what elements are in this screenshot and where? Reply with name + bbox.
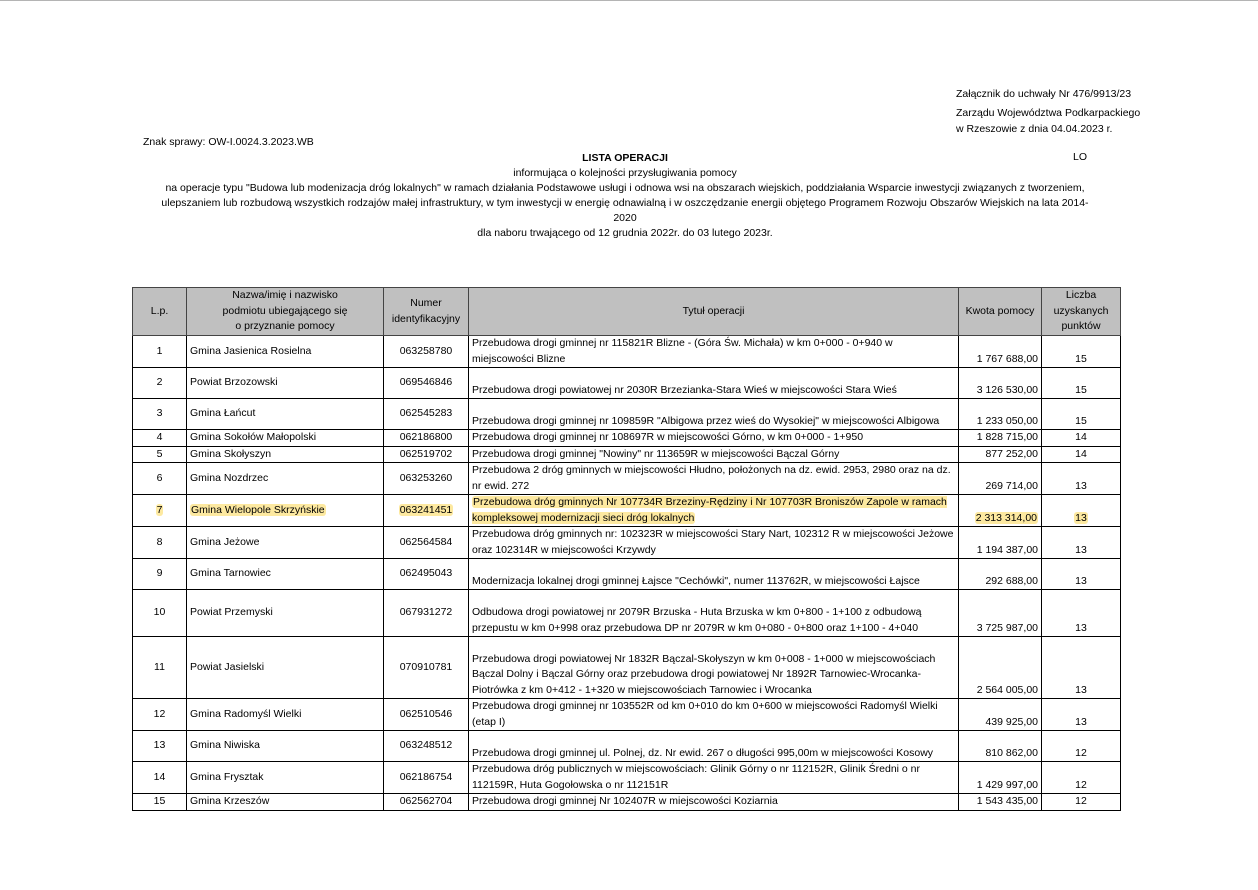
- title-line-2: na operacje typu "Budowa lub modenizacja dróg lokalnych" w ramach działania Podstawowe usługi i odnowa wsi na obszarach wiejskich, poddziałania Wsparcie inwestycji związanych z tworzeniem,: [165, 182, 1085, 194]
- table-cell-points-text: 12: [1075, 746, 1087, 759]
- table-cell-lp-text: 1: [156, 344, 163, 357]
- table-cell-name-text: Gmina Nozdrzec: [190, 471, 269, 484]
- table-cell-points-text: 15: [1075, 383, 1087, 396]
- table-cell-title: [469, 637, 959, 699]
- table-cell-amount-text: 3 725 987,00: [976, 621, 1038, 634]
- table-cell-title-text: Przebudowa dróg publicznych w miejscowościach: Glinik Górny o nr 112152R, Glinik Średni o nr 112159R, Huta Gogołowska o nr 112151R: [472, 763, 921, 791]
- table-cell-points-text: 13: [1075, 479, 1087, 492]
- table-cell-title: [469, 336, 959, 368]
- table-row: [133, 399, 1121, 430]
- table-cell-name-text: Gmina Wielopole Skrzyńskie: [191, 503, 325, 516]
- table-cell-amount-text: 292 688,00: [985, 574, 1038, 587]
- table-cell-lp: [133, 794, 187, 811]
- table-cell-id: [384, 527, 469, 559]
- table-cell-id-text: 063253260: [399, 471, 453, 484]
- table-cell-id-text: 062495043: [399, 567, 453, 580]
- table-cell-lp: [133, 590, 187, 637]
- table-cell-points-text: 13: [1075, 683, 1087, 696]
- table-row: [133, 336, 1121, 368]
- table-cell-id: [384, 368, 469, 399]
- table-cell-name: [187, 463, 384, 495]
- document-title-block: [130, 151, 1120, 241]
- table-cell-id-text: 062562704: [399, 795, 453, 807]
- table-cell-title: [469, 446, 959, 463]
- table-cell-name: [187, 559, 384, 590]
- table-row: [133, 699, 1121, 731]
- table-cell-lp-text: 7: [156, 503, 163, 516]
- table-cell-title: [469, 794, 959, 811]
- table-cell-amount: [959, 336, 1042, 368]
- table-cell-id: [384, 446, 469, 463]
- table-cell-lp-text: 4: [156, 431, 163, 443]
- table-cell-points: [1042, 495, 1121, 527]
- table-cell-points: [1042, 559, 1121, 590]
- table-row: [133, 527, 1121, 559]
- table-cell-id: [384, 463, 469, 495]
- table-cell-points-text: 15: [1075, 414, 1087, 427]
- table-cell-name-text: Gmina Radomyśl Wielki: [190, 707, 302, 720]
- table-cell-title-text: Przebudowa drogi gminnej nr 108697R w miejscowości Górno, w km 0+000 - 1+950: [472, 431, 864, 443]
- table-cell-amount: [959, 399, 1042, 430]
- table-cell-points-text: 14: [1075, 447, 1087, 460]
- table-cell-name: [187, 637, 384, 699]
- table-cell-lp-text: 11: [154, 660, 165, 673]
- table-cell-title-text: Przebudowa drogi gminnej "Nowiny" nr 113659R w miejscowości Bączal Górny: [472, 447, 840, 460]
- annex-note: [956, 85, 1140, 135]
- table-cell-name: [187, 336, 384, 368]
- table-cell-amount-text: 3 126 530,00: [976, 383, 1038, 396]
- table-cell-title: [469, 699, 959, 731]
- col-header-title-label: Tytuł operacji: [682, 304, 745, 317]
- table-row: [133, 731, 1121, 762]
- table-cell-title-text: Przebudowa dróg gminnych Nr 107734R Brzeziny-Rędziny i Nr 107703R Broniszów Zapole w ramach kompleksowej modernizacji sieci dróg lokalnych: [472, 496, 947, 524]
- table-cell-title: [469, 527, 959, 559]
- table-cell-lp-text: 14: [153, 770, 166, 783]
- table-cell-id-text: 062564584: [399, 535, 453, 548]
- table-cell-points: [1042, 463, 1121, 495]
- table-cell-id: [384, 699, 469, 731]
- col-header-name-l2: podmiotu ubiegającego się: [222, 304, 348, 317]
- table-cell-title-text: Przebudowa dróg gminnych nr: 102323R w miejscowości Stary Nart, 102312 R w miejscowości Jeżowe oraz 102314R w miejscowości Krzywdy: [472, 528, 954, 556]
- table-cell-amount: [959, 590, 1042, 637]
- table-cell-id: [384, 399, 469, 430]
- table-cell-points-text: 12: [1075, 778, 1087, 791]
- table-cell-lp-text: 8: [156, 535, 163, 548]
- table-cell-amount: [959, 527, 1042, 559]
- table-cell-name: [187, 590, 384, 637]
- table-cell-amount: [959, 762, 1042, 794]
- table-cell-id: [384, 336, 469, 368]
- table-cell-amount-text: 2 564 005,00: [976, 683, 1038, 696]
- col-header-name: [187, 288, 384, 336]
- table-cell-id: [384, 637, 469, 699]
- col-header-amount-label: Kwota pomocy: [965, 304, 1035, 317]
- table-row: [133, 495, 1121, 527]
- table-cell-amount-text: 1 767 688,00: [976, 352, 1038, 365]
- table-cell-points-text: 12: [1075, 795, 1087, 807]
- table-cell-lp: [133, 762, 187, 794]
- title-line-4: 2020: [613, 212, 637, 224]
- table-cell-points-text: 13: [1075, 574, 1087, 587]
- title-line-3: ulepszaniem lub rozbudową wszystkich rodzajów małej infrastruktury, w tym inwestycji w energię odnawialną i w oszczędzanie energii objętego Programem Rozwoju Obszarów Wiejskich na lata 2014-: [161, 197, 1089, 209]
- table-cell-title: [469, 731, 959, 762]
- table-cell-lp-text: 12: [153, 707, 166, 720]
- table-cell-lp: [133, 731, 187, 762]
- case-number: Znak sprawy: OW-I.0024.3.2023.WB: [143, 136, 314, 148]
- table-cell-lp: [133, 527, 187, 559]
- table-cell-points-text: 13: [1075, 715, 1087, 728]
- table-cell-amount: [959, 699, 1042, 731]
- table-cell-amount: [959, 430, 1042, 447]
- table-row: [133, 430, 1121, 447]
- table-cell-id-text: 067931272: [399, 606, 453, 619]
- table-cell-name: [187, 399, 384, 430]
- table-cell-title: [469, 590, 959, 637]
- table-cell-amount-text: 1 828 715,00: [976, 431, 1038, 443]
- table-cell-lp: [133, 495, 187, 527]
- annex-line-2: Zarządu Województwa Podkarpackiego: [956, 107, 1141, 119]
- table-row: [133, 559, 1121, 590]
- table-cell-id-text: 063258780: [399, 344, 453, 357]
- table-cell-lp: [133, 463, 187, 495]
- col-header-points-l1: Liczba: [1065, 289, 1097, 302]
- table-cell-title-text: Przebudowa 2 dróg gminnych w miejscowości Hłudno, położonych na dz. ewid. 2953, 2980 oraz na dz. nr ewid. 272: [472, 464, 951, 492]
- table-cell-id-text: 069546846: [399, 376, 453, 389]
- table-cell-title: [469, 368, 959, 399]
- col-header-amount: [959, 288, 1042, 336]
- table-cell-points: [1042, 368, 1121, 399]
- table-cell-amount: [959, 463, 1042, 495]
- table-row: [133, 637, 1121, 699]
- table-cell-amount-text: 810 862,00: [985, 746, 1038, 759]
- table-cell-amount-text: 1 194 387,00: [976, 543, 1038, 556]
- table-cell-name-text: Gmina Niwiska: [190, 739, 261, 752]
- col-header-name-l3: o przyznanie pomocy: [235, 320, 335, 333]
- table-cell-name-text: Gmina Frysztak: [190, 770, 264, 783]
- table-cell-lp-text: 2: [156, 376, 163, 389]
- table-cell-name-text: Powiat Przemyski: [190, 606, 273, 619]
- table-cell-name-text: Gmina Krzeszów: [190, 795, 270, 807]
- table-cell-points-text: 15: [1075, 352, 1087, 365]
- table-row: [133, 446, 1121, 463]
- table-cell-amount-text: 1 429 997,00: [976, 778, 1038, 791]
- table-cell-amount: [959, 559, 1042, 590]
- table-cell-amount: [959, 794, 1042, 811]
- col-header-lp-label: L.p.: [150, 304, 169, 317]
- table-cell-title-text: Przebudowa drogi gminnej ul. Polnej, dz. Nr ewid. 267 o długości 995,00m w miejscowości Kosowy: [472, 746, 934, 759]
- table-cell-title-text: Odbudowa drogi powiatowej nr 2079R Brzuska - Huta Brzuska w km 0+800 - 1+100 z odbudową przepustu w km 0+998 oraz przebudowa DP nr 2079R w km 0+080 - 0+800 oraz 1+100 - 4+040: [472, 606, 922, 634]
- table-cell-id: [384, 762, 469, 794]
- table-cell-name-text: Gmina Łańcut: [190, 407, 256, 420]
- table-cell-lp: [133, 699, 187, 731]
- table-cell-lp-text: 15: [153, 795, 166, 807]
- table-cell-points-text: 13: [1075, 543, 1087, 556]
- col-header-name-l1: Nazwa/imię i nazwisko: [232, 289, 338, 302]
- document-title: LISTA OPERACJI: [582, 152, 668, 164]
- col-header-points-l3: punktów: [1061, 320, 1101, 333]
- table-row: [133, 590, 1121, 637]
- table-cell-points-text: 14: [1075, 431, 1087, 443]
- table-cell-points: [1042, 336, 1121, 368]
- col-header-lp: [133, 288, 187, 336]
- table-cell-points: [1042, 637, 1121, 699]
- table-cell-points-text: 13: [1075, 511, 1087, 524]
- table-cell-lp-text: 13: [153, 739, 166, 752]
- table-cell-id-text: 062510546: [399, 707, 453, 720]
- table-cell-name: [187, 368, 384, 399]
- table-cell-title-text: Przebudowa drogi powiatowej Nr 1832R Bączal-Skołyszyn w km 0+008 - 1+000 w miejscowościach Bączal Dolny i Bączal Górny oraz przebudowa drogi powiatowej Nr 1892R Tarnowiec-Wrocanka-Piotrówka z km 0+412 - 1+320 w miejscowościach Tarnowiec i Wrocanka: [472, 652, 936, 696]
- table-cell-points: [1042, 430, 1121, 447]
- table-row: [133, 762, 1121, 794]
- table-cell-id: [384, 794, 469, 811]
- table-cell-id: [384, 430, 469, 447]
- table-cell-amount: [959, 368, 1042, 399]
- table-cell-amount-text: 1 543 435,00: [976, 795, 1038, 807]
- table-cell-id-text: 062186800: [399, 431, 453, 443]
- table-cell-lp: [133, 430, 187, 447]
- table-cell-title-text: Modernizacja lokalnej drogi gminnej Łajsce "Cechówki", numer 113762R, w miejscowości Łajsce: [472, 574, 920, 587]
- table-cell-title: [469, 463, 959, 495]
- table-cell-id-text: 063248512: [399, 739, 453, 752]
- table-cell-lp-text: 5: [156, 447, 163, 460]
- table-cell-name: [187, 794, 384, 811]
- table-cell-lp: [133, 446, 187, 463]
- table-cell-lp-text: 3: [156, 407, 163, 420]
- table-cell-name-text: Gmina Jasienica Rosielna: [190, 344, 312, 357]
- table-cell-name-text: Gmina Skołyszyn: [190, 447, 272, 460]
- table-cell-id-text: 062186754: [399, 770, 453, 783]
- table-cell-id: [384, 559, 469, 590]
- table-cell-name: [187, 731, 384, 762]
- col-header-title: [469, 288, 959, 336]
- table-cell-name: [187, 762, 384, 794]
- table-cell-points: [1042, 794, 1121, 811]
- table-cell-id-text: 063241451: [399, 503, 453, 516]
- table-cell-name: [187, 495, 384, 527]
- table-header-row: [133, 288, 1121, 336]
- col-header-id-l1: Numer: [410, 297, 442, 309]
- table-cell-lp: [133, 559, 187, 590]
- table-cell-title-text: Przebudowa drogi powiatowej nr 2030R Brzezianka-Stara Wieś w miejscowości Stara Wieś: [472, 383, 897, 396]
- table-cell-id: [384, 590, 469, 637]
- table-cell-lp-text: 6: [156, 471, 163, 484]
- table-cell-amount-text: 1 233 050,00: [976, 414, 1038, 427]
- table-cell-points: [1042, 762, 1121, 794]
- col-header-id-l2: identyfikacyjny: [391, 312, 461, 325]
- table-cell-points: [1042, 399, 1121, 430]
- table-cell-points: [1042, 446, 1121, 463]
- table-cell-points: [1042, 699, 1121, 731]
- table-row: [133, 794, 1121, 811]
- table-cell-title-text: Przebudowa drogi gminnej nr 115821R Blizne - (Góra Św. Michała) w km 0+000 - 0+940 w miejscowości Blizne: [472, 337, 893, 365]
- table-cell-name-text: Gmina Jeżowe: [190, 535, 260, 548]
- table-cell-lp: [133, 336, 187, 368]
- top-border-line: [0, 0, 1258, 1]
- operations-table: [132, 287, 1121, 811]
- table-cell-amount: [959, 637, 1042, 699]
- table-cell-id-text: 062545283: [399, 407, 453, 420]
- table-cell-name: [187, 446, 384, 463]
- table-cell-points: [1042, 527, 1121, 559]
- table-cell-name-text: Gmina Sokołów Małopolski: [190, 431, 317, 443]
- table-cell-points-text: 13: [1075, 621, 1087, 634]
- table-cell-amount-text: 2 313 314,00: [975, 511, 1037, 524]
- table-row: [133, 463, 1121, 495]
- table-cell-name-text: Gmina Tarnowiec: [190, 567, 271, 580]
- table-cell-lp: [133, 637, 187, 699]
- table-cell-lp-text: 9: [156, 567, 163, 580]
- table-cell-title-text: Przebudowa drogi gminnej nr 109859R "Albigowa przez wieś do Wysokiej" w miejscowości Albigowa: [472, 414, 940, 427]
- table-cell-amount-text: 439 925,00: [985, 715, 1038, 728]
- table-cell-lp: [133, 399, 187, 430]
- table-cell-title: [469, 399, 959, 430]
- table-cell-id: [384, 731, 469, 762]
- table-cell-id-text: 070910781: [399, 660, 453, 673]
- table-cell-id-text: 062519702: [399, 447, 453, 460]
- table-cell-title: [469, 559, 959, 590]
- title-line-1: informująca o kolejności przysługiwania pomocy: [513, 167, 737, 179]
- table-cell-name: [187, 430, 384, 447]
- table-cell-points: [1042, 731, 1121, 762]
- table-cell-amount: [959, 731, 1042, 762]
- table-cell-lp-text: 10: [153, 606, 166, 619]
- table-cell-name-text: Powiat Jasielski: [190, 660, 265, 673]
- list-code: LO: [1073, 151, 1088, 163]
- table-cell-amount: [959, 446, 1042, 463]
- table-cell-name-text: Powiat Brzozowski: [190, 376, 278, 389]
- table-cell-title: [469, 762, 959, 794]
- table-cell-name: [187, 699, 384, 731]
- table-cell-id: [384, 495, 469, 527]
- table-cell-title: [469, 495, 959, 527]
- table-cell-title: [469, 430, 959, 447]
- annex-line-1: Załącznik do uchwały Nr 476/9913/23: [956, 88, 1132, 100]
- table-cell-title-text: Przebudowa drogi gminnej nr 103552R od km 0+010 do km 0+600 w miejscowości Radomyśl Wielki (etap I): [472, 700, 938, 728]
- col-header-id: [384, 288, 469, 336]
- annex-line-3: w Rzeszowie z dnia 04.04.2023 r.: [956, 123, 1113, 135]
- title-line-5: dla naboru trwającego od 12 grudnia 2022r. do 03 lutego 2023r.: [477, 227, 773, 239]
- table-cell-lp: [133, 368, 187, 399]
- table-cell-title-text: Przebudowa drogi gminnej Nr 102407R w miejscowości Koziarnia: [472, 795, 778, 807]
- table-cell-amount: [959, 495, 1042, 527]
- col-header-points-l2: uzyskanych: [1053, 304, 1109, 317]
- table-row: [133, 368, 1121, 399]
- table-cell-points: [1042, 590, 1121, 637]
- table-cell-name: [187, 527, 384, 559]
- table-cell-amount-text: 877 252,00: [985, 447, 1038, 460]
- table-cell-amount-text: 269 714,00: [985, 479, 1038, 492]
- col-header-points: [1042, 288, 1121, 336]
